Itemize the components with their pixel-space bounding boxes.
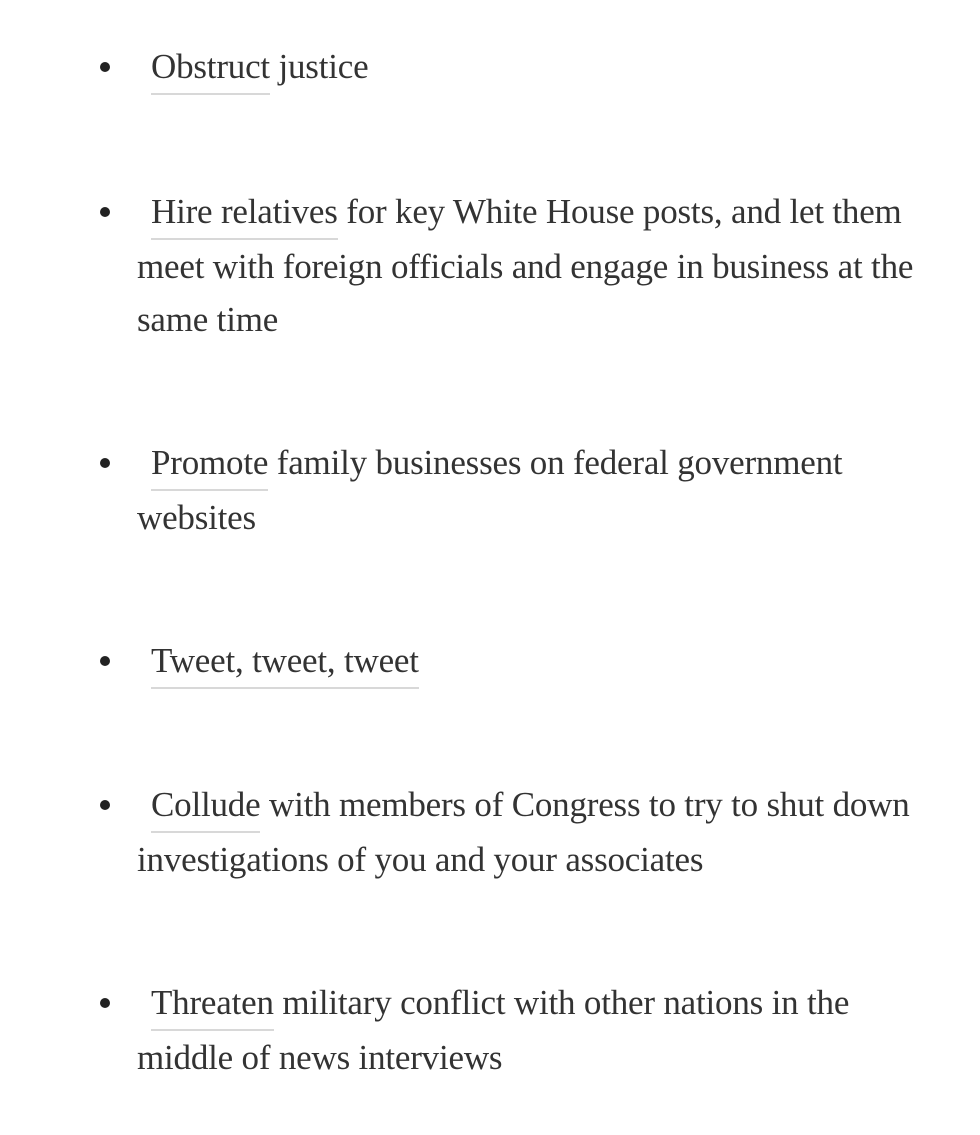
item-rest-text: for key White House posts, and let them meet with foreign officials and engage in business at the same time [137,192,914,339]
bullet-dot [100,458,110,468]
list-item-text [137,40,917,95]
bullet-dot [100,998,110,1008]
bullet-dot [100,62,110,72]
list-item-text [137,976,917,1084]
item-rest-text: justice [269,47,369,86]
item-link[interactable]: Hire relatives [151,185,338,240]
item-rest-text: family businesses on federal government websites [137,443,843,537]
item-link[interactable]: Threaten [151,976,274,1031]
list-item-text [137,436,917,544]
item-link[interactable]: Tweet, tweet, tweet [151,634,419,689]
item-link[interactable]: Collude [151,778,260,833]
item-rest-text: military conflict with other nations in the middle of news interviews [137,983,850,1077]
list-item-text [137,634,917,689]
item-link[interactable]: Obstruct [151,40,270,95]
list-item-text [137,185,917,346]
bullet-dot [100,800,110,810]
item-link[interactable]: Promote [151,436,268,491]
item-rest-text: with members of Congress to try to shut down investigations of you and your associates [137,785,910,879]
bullet-dot [100,656,110,666]
bullet-dot [100,207,110,217]
list-item-text [137,778,917,886]
